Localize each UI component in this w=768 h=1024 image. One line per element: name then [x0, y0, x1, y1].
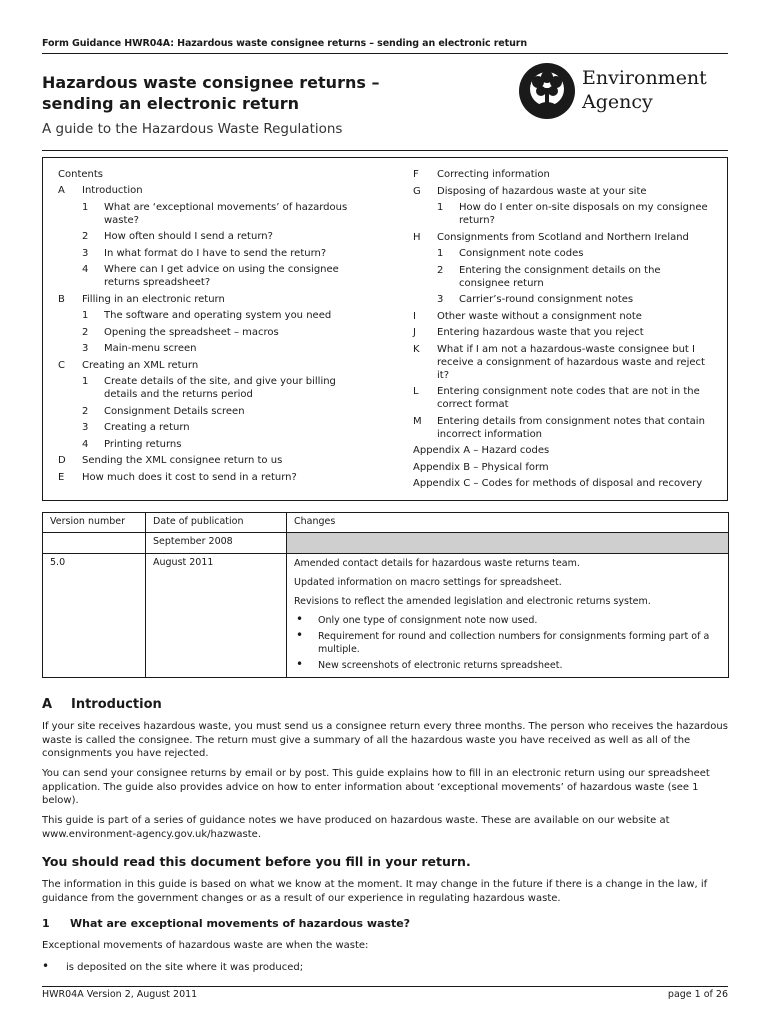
contents-item: [58, 293, 225, 306]
contents-key: 1: [82, 310, 89, 321]
contents-key: 1: [82, 201, 89, 213]
contents-text: Disposing of hazardous waste at your site: [437, 185, 647, 197]
contents-subitem: [82, 375, 336, 401]
intro-paragraph-1: If your site receives hazardous waste, you must send us a consignee return every three months. The person who receives the hazardous waste is called the consignee. The return must give a summary of all the hazardous waste you have received as well as all of the consignments you have rejected.: [42, 721, 728, 759]
contents-text: Introduction: [82, 185, 143, 196]
column-header-version: Version number: [43, 513, 146, 533]
contents-text: Creating an XML return: [82, 359, 199, 371]
intro-paragraph-3: This guide is part of a series of guidance notes we have produced on hazardous waste. These are available on our website at www.environment-agency.gov.uk/hazwaste.: [42, 815, 670, 840]
contents-subitem: [437, 264, 661, 290]
contents-subitem: [82, 438, 181, 451]
contents-text: Entering details from consignment notes that contain incorrect information: [437, 415, 705, 440]
change-bullet: • Requirement for round and collection numbers for consignments forming part of a multiple.: [308, 630, 721, 656]
cell-changes: [287, 554, 729, 678]
cell-changes: [287, 533, 729, 554]
contents-subitem: [437, 247, 583, 260]
version-history-table: [42, 512, 729, 678]
running-header: Form Guidance HWR04A: Hazardous waste consignee returns – sending an electronic return: [42, 38, 527, 49]
contents-key: G: [413, 185, 421, 197]
contents-key: 1: [437, 248, 444, 259]
contents-item: [413, 231, 689, 244]
contents-text: Creating a return: [104, 422, 190, 433]
contents-text: Appendix C – Codes for methods of disposal and recovery: [413, 478, 703, 489]
subsection-number: 1: [42, 917, 50, 930]
contents-text: In what format do I have to send the return?: [104, 247, 327, 259]
logo-text-line2: Agency: [582, 91, 653, 113]
subsection-heading-exceptional-movements: [42, 917, 410, 930]
contents-text: Other waste without a consignment note: [437, 310, 642, 322]
contents-key: 2: [82, 405, 89, 417]
contents-item: [413, 343, 705, 382]
contents-text: Sending the XML consignee return to us: [82, 455, 283, 466]
contents-text: Entering consignment note codes that are not in the correct format: [437, 386, 700, 410]
contents-key: 3: [437, 294, 444, 305]
contents-subitem: [82, 263, 339, 289]
contents-text: Consignments from Scotland and Northern Ireland: [437, 231, 689, 243]
contents-item: [413, 310, 642, 323]
contents-key: M: [413, 415, 422, 427]
contents-text: What if I am not a hazardous-waste consignee but I receive a consignment of hazardous waste and reject it?: [437, 343, 705, 381]
change-note: Updated information on macro settings for spreadsheet.: [294, 577, 562, 588]
contents-subitem: [82, 405, 245, 418]
change-bullet: • Only one type of consignment note now used.: [308, 614, 721, 627]
contents-key: 3: [82, 422, 89, 433]
contents-appendix: [413, 444, 549, 457]
contents-key: 4: [82, 438, 89, 450]
section-title: Introduction: [71, 697, 162, 712]
document-title: [42, 72, 442, 114]
contents-item: [58, 184, 143, 197]
contents-key: K: [413, 343, 420, 355]
contents-subitem: [82, 230, 273, 243]
change-bullet: • New screenshots of electronic returns spreadsheet.: [308, 659, 721, 672]
contents-text: Carrier’s-round consignment notes: [459, 294, 634, 305]
contents-key: 2: [82, 326, 89, 338]
contents-text: Main-menu screen: [104, 343, 197, 354]
cell-date: September 2008: [146, 533, 287, 554]
contents-key: J: [413, 327, 416, 338]
contents-text: Appendix A – Hazard codes: [413, 445, 550, 456]
contents-key: 2: [437, 264, 444, 276]
contents-key: L: [413, 386, 419, 397]
document-subtitle: A guide to the Hazardous Waste Regulations: [42, 121, 343, 137]
contents-subitem: [82, 421, 190, 434]
title-divider: [42, 150, 728, 151]
contents-item: [58, 359, 198, 372]
logo-text-line1: Environment: [582, 67, 707, 89]
contents-text: Appendix B – Physical form: [413, 461, 549, 473]
subsection-title: What are exceptional movements of hazardous waste?: [70, 917, 411, 930]
contents-key: E: [58, 471, 65, 483]
footer-doc-version: HWR04A Version 2, August 2011: [42, 989, 198, 1000]
table-row: [43, 533, 729, 554]
contents-key: H: [413, 231, 421, 243]
contents-text: Filling in an electronic return: [82, 293, 225, 305]
contents-key: A: [58, 185, 65, 196]
contents-text: Where can I get advice on using the consignee returns spreadsheet?: [104, 264, 339, 288]
contents-item: [413, 185, 647, 198]
contents-text: Consignment Details screen: [104, 405, 245, 417]
bullet-icon: •: [42, 959, 50, 973]
contents-key: C: [58, 359, 65, 371]
contents-text: Entering the consignment details on the consignee return: [459, 264, 661, 289]
contents-subitem: [82, 201, 347, 227]
read-before-heading: You should read this document before you fill in your return.: [42, 854, 471, 869]
page-number: page 1 of 26: [667, 989, 728, 1000]
contents-key: 2: [82, 231, 89, 242]
cell-date: August 2011: [146, 554, 287, 678]
contents-key: D: [58, 455, 66, 466]
change-bullet-list: [294, 614, 721, 672]
contents-item: [413, 326, 644, 339]
logo-wordmark: [582, 66, 707, 114]
contents-item: [58, 471, 297, 484]
contents-item: [413, 385, 700, 411]
contents-item: [413, 415, 705, 441]
contents-item: [413, 168, 550, 181]
cell-version: [43, 533, 146, 554]
change-note: Revisions to reflect the amended legislation and electronic returns system.: [294, 596, 651, 607]
contents-text: How do I enter on-site disposals on my consignee return?: [459, 202, 708, 226]
contents-text: Create details of the site, and give your billing details and the returns period: [104, 376, 336, 400]
contents-text: How much does it cost to send in a return?: [82, 471, 297, 483]
section-heading-introduction: [42, 697, 162, 712]
contents-box: [42, 157, 728, 501]
contents-key: F: [413, 169, 419, 180]
footer-divider: [42, 986, 728, 987]
intro-paragraph-4: The information in this guide is based on what we know at the moment. It may change in the future if there is a change in the law, if guidance from the government changes or as a result of our experience in regulating hazardous waste.: [42, 879, 708, 904]
document-title-line1: Hazardous waste consignee returns –: [42, 73, 380, 92]
contents-text: Correcting information: [437, 169, 550, 180]
contents-key: 1: [82, 376, 89, 387]
list-item: [42, 959, 303, 973]
contents-text: How often should I send a return?: [104, 231, 273, 242]
environment-agency-logo: [518, 62, 730, 122]
column-header-changes: Changes: [287, 513, 729, 533]
oak-tree-logo-icon: [518, 62, 576, 120]
contents-text: Consignment note codes: [459, 248, 584, 259]
section-letter: A: [42, 697, 53, 712]
table-header-row: [43, 513, 729, 533]
table-row: [43, 554, 729, 678]
contents-text: Opening the spreadsheet – macros: [104, 326, 279, 338]
contents-subitem: [82, 247, 326, 260]
list-item-text: is deposited on the site where it was produced;: [66, 962, 304, 973]
contents-text: What are ‘exceptional movements’ of hazardous waste?: [104, 201, 348, 226]
contents-subitem: [437, 293, 633, 306]
document-title-line2: sending an electronic return: [42, 94, 300, 113]
contents-key: I: [413, 310, 416, 322]
contents-subitem: [82, 342, 196, 355]
intro-paragraph-2: You can send your consignee returns by email or by post. This guide explains how to fill in an electronic return using our spreadsheet application. The guide also provides advice on how to enter information about ‘exceptional movements’ of hazardous waste (see 1 below).: [42, 768, 710, 806]
contents-key: 3: [82, 343, 89, 354]
contents-subitem: [82, 326, 279, 339]
contents-key: 3: [82, 247, 89, 259]
contents-item: [58, 454, 282, 467]
contents-text: The software and operating system you need: [104, 310, 332, 321]
contents-key: 1: [437, 202, 444, 213]
contents-subitem: [82, 309, 331, 322]
header-divider: [42, 53, 728, 54]
contents-appendix: [413, 477, 702, 490]
cell-version: 5.0: [43, 554, 146, 678]
contents-subitem: [437, 201, 708, 227]
contents-text: Printing returns: [104, 438, 182, 450]
contents-text: Entering hazardous waste that you reject: [437, 327, 644, 338]
contents-key: 4: [82, 264, 89, 275]
contents-appendix: [413, 461, 549, 474]
document-page: [42, 0, 728, 1024]
change-note: Amended contact details for hazardous waste returns team.: [294, 558, 580, 569]
contents-key: B: [58, 293, 65, 305]
intro-paragraph-5: Exceptional movements of hazardous waste are when the waste:: [42, 940, 369, 951]
column-header-date: Date of publication: [146, 513, 287, 533]
contents-heading: Contents: [58, 169, 103, 180]
